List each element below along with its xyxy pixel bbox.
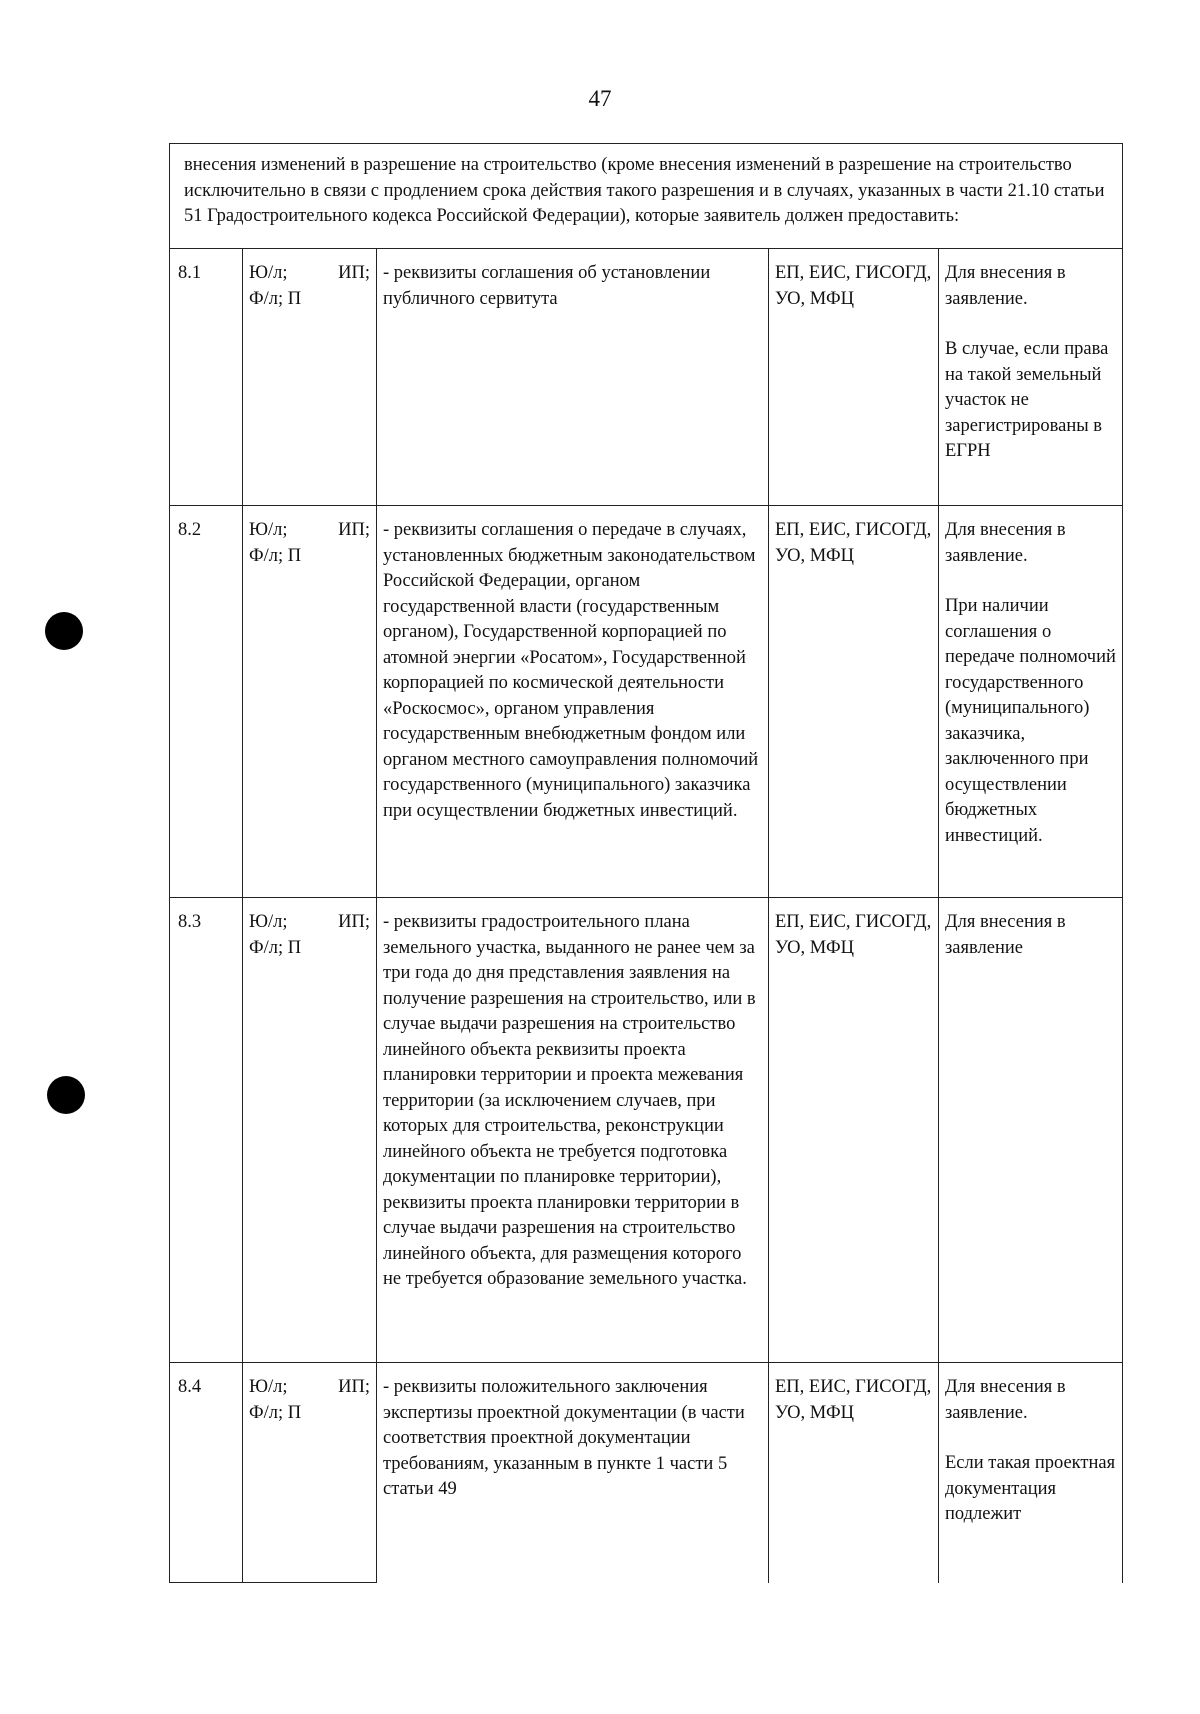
note-purpose: Для внесения в заявление. (945, 263, 1066, 309)
note-condition: Если такая проектная документация подлежит (945, 1453, 1116, 1524)
punch-hole-mark (45, 612, 83, 650)
applicant-type-entrepreneur: ИП; (338, 912, 370, 932)
note-purpose: Для внесения в заявление. (945, 520, 1066, 566)
submission-channels: ЕП, ЕИС, ГИСОГД, УО, МФЦ (768, 506, 938, 897)
requirements-table (169, 143, 1123, 1583)
row-note (938, 249, 1124, 505)
row-number: 8.4 (170, 1363, 242, 1583)
row-number: 8.2 (178, 520, 202, 540)
document-description: - реквизиты положительного заключения экспертизы проектной документации (в части соответствия проектной документации требованиям, указанным в пункте 1 части 5 статьи 49 (376, 1363, 768, 1583)
punch-hole-mark (47, 1076, 85, 1114)
submission-channels: ЕП, ЕИС, ГИСОГД, УО, МФЦ (768, 898, 938, 1362)
row-number: 8.3 (178, 912, 202, 932)
document-description: - реквизиты соглашения об установлении публичного сервитута (376, 249, 768, 505)
applicant-type-entrepreneur: ИП; (338, 263, 370, 283)
submission-channels: ЕП, ЕИС, ГИСОГД, УО, МФЦ (768, 249, 938, 505)
applicant-types (242, 506, 376, 897)
applicant-type-entrepreneur: ИП; (338, 520, 370, 540)
table-row (169, 506, 1123, 898)
applicant-type-legal: Ю/л; (249, 1377, 288, 1397)
row-note (938, 1363, 1124, 1583)
applicant-type-individual: Ф/л; П (249, 288, 302, 309)
row-note (938, 506, 1124, 897)
applicant-type-individual: Ф/л; П (249, 545, 302, 566)
table-row (169, 249, 1123, 506)
note-condition: В случае, если права на такой земельный участок не зарегистрированы в ЕГРН (945, 339, 1109, 461)
applicant-type-legal: Ю/л; (249, 520, 288, 540)
submission-channels: ЕП, ЕИС, ГИСОГД, УО, МФЦ (768, 1363, 938, 1583)
note-purpose: Для внесения в заявление (945, 912, 1066, 958)
document-description: - реквизиты градостроительного плана земельного участка, выданного не ранее чем за три года до дня представления заявления на получение разрешения на строительство, или в случае выдачи разрешения на строительство линейного объекта реквизиты проекта планировки территории и проекта межевания территории (за исключением случаев, при которых для строительства, реконструкции линейного объекта не требуется подготовка документации по планировке территории), реквизиты проекта планировки территории в случае выдачи разрешения на строительство линейного объекта, для размещения которого не требуется образование земельного участка. (376, 898, 768, 1362)
table-row (169, 898, 1123, 1363)
applicant-types (242, 1363, 376, 1583)
applicant-type-legal: Ю/л; (249, 263, 288, 283)
applicant-type-legal: Ю/л; (249, 912, 288, 932)
applicant-type-individual: Ф/л; П (249, 1402, 302, 1423)
applicant-types (242, 249, 376, 505)
table-row (169, 1363, 1123, 1583)
note-condition: При наличии соглашения о передаче полномочий государственного (муниципального) заказчика, заключенного при осуществлении бюджетных инвестиций. (945, 596, 1116, 846)
note-purpose: Для внесения в заявление. (945, 1377, 1066, 1423)
document-description: - реквизиты соглашения о передаче в случаях, установленных бюджетным законодательством Российской Федерации, органом государственной власти (государственным органом), Государственной корпорацией по атомной энергии «Росатом», Государственной корпорацией по космической деятельности «Роскосмос», органом управления государственным внебюджетным фондом или органом местного самоуправления полномочий государственного (муниципального) заказчика при осуществлении бюджетных инвестиций. (376, 506, 768, 897)
applicant-types (242, 898, 376, 1362)
applicant-type-entrepreneur: ИП; (338, 1377, 370, 1397)
row-number: 8.1 (178, 263, 202, 283)
table-intro-text: внесения изменений в разрешение на строительство (кроме внесения изменений в разрешение на строительство исключительно в связи с продлением срока действия такого разрешения и в случаях, указанных в части 21.10 статьи 51 Градостроительного кодекса Российской Федерации), которые заявитель должен предоставить: (169, 143, 1123, 249)
row-note (938, 898, 1124, 1362)
applicant-type-individual: Ф/л; П (249, 937, 302, 958)
page-number: 47 (588, 86, 612, 111)
